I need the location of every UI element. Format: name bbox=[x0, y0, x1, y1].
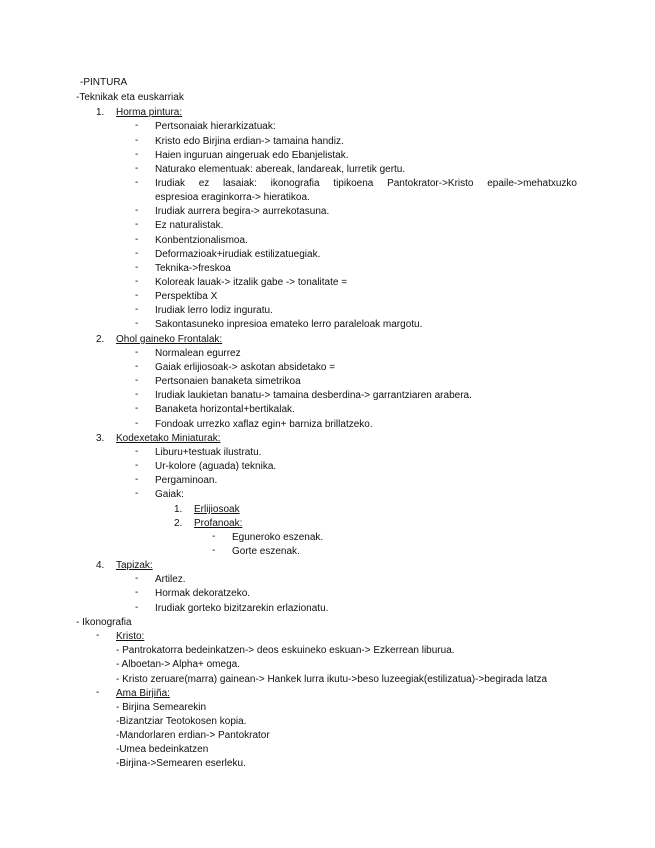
list-marker: - bbox=[135, 135, 139, 146]
s2-title: Ohol gaineko Frontalak: bbox=[116, 334, 223, 345]
ama-line: -Birjina->Semearen eserleku. bbox=[116, 758, 246, 769]
list-item: Ez naturalistak. bbox=[155, 220, 224, 231]
list-marker: - bbox=[135, 290, 139, 301]
list-item: Artilez. bbox=[155, 574, 186, 585]
list-marker: - bbox=[96, 687, 100, 698]
list-item: Banaketa horizontal+bertikalak. bbox=[155, 404, 295, 415]
list-marker: - bbox=[135, 361, 139, 372]
list-item: Kristo edo Birjina erdian-> tamaina handiz. bbox=[155, 136, 344, 147]
kristo-line: - Alboetan-> Alpha+ omega. bbox=[116, 659, 240, 670]
list-marker: - bbox=[135, 205, 139, 216]
list-marker: - bbox=[135, 304, 139, 315]
s1-title: Horma pintura: bbox=[116, 107, 183, 118]
list-item: Irudiak laukietan banatu-> tamaina desberdina-> garrantziaren arabera. bbox=[155, 390, 472, 401]
list-item-continuation: espresioa eraginkorra-> hieratikoa. bbox=[155, 192, 310, 203]
kristo-title: Kristo: bbox=[116, 631, 145, 642]
sublist-item-erlijiosoak: Erlijiosoak bbox=[194, 504, 240, 515]
list-marker: - bbox=[96, 630, 100, 641]
list-marker: - bbox=[135, 460, 139, 471]
list-item: Irudiak aurrera begira-> aurrekotasuna. bbox=[155, 206, 330, 217]
page-title: -PINTURA bbox=[80, 77, 128, 88]
kristo-line: - Kristo zeruare(marra) gainean-> Hankek lurra ikutu->beso luzeegiak(estilizatua)->begirada latza bbox=[116, 674, 548, 685]
list-marker: - bbox=[135, 474, 139, 485]
list-marker: - bbox=[135, 120, 139, 131]
list-marker: - bbox=[135, 262, 139, 273]
list-marker: - bbox=[135, 149, 139, 160]
list-marker: - bbox=[135, 234, 139, 245]
list-item: Gaiak: bbox=[155, 489, 184, 500]
list-marker: - bbox=[212, 531, 216, 542]
list-marker: - bbox=[135, 219, 139, 230]
list-item: Irudiak gorteko bizitzarekin erlazionatu. bbox=[155, 603, 329, 614]
section-heading-teknikak: -Teknikak eta euskarriak bbox=[76, 92, 184, 103]
list-marker: - bbox=[135, 418, 139, 429]
list-marker: - bbox=[135, 177, 139, 188]
list-item: Pergaminoan. bbox=[155, 475, 218, 486]
list-item: Pertsonaiak hierarkizatuak: bbox=[155, 121, 276, 132]
list-marker: - bbox=[135, 389, 139, 400]
ama-line: -Umea bedeinkatzen bbox=[116, 744, 209, 755]
list-marker: - bbox=[135, 602, 139, 613]
list-marker: - bbox=[135, 573, 139, 584]
s4-number: 4. bbox=[96, 560, 105, 571]
ama-line: -Bizantziar Teotokosen kopia. bbox=[116, 716, 247, 727]
list-marker: - bbox=[135, 318, 139, 329]
sublist-number: 2. bbox=[174, 518, 183, 529]
list-item: Konbentzionalismoa. bbox=[155, 235, 248, 246]
sublist-number: 1. bbox=[174, 504, 183, 515]
list-item: Sakontasuneko inpresioa emateko lerro paraleloak margotu. bbox=[155, 319, 423, 330]
list-item: Gorte eszenak. bbox=[232, 546, 300, 557]
list-marker: - bbox=[135, 488, 139, 499]
list-item: Normalean egurrez bbox=[155, 348, 241, 359]
list-marker: - bbox=[135, 403, 139, 414]
list-marker: - bbox=[135, 276, 139, 287]
list-item: Hormak dekoratzeko. bbox=[155, 588, 251, 599]
s4-title: Tapizak: bbox=[116, 560, 153, 571]
list-item: Deformazioak+irudiak estilizatuegiak. bbox=[155, 249, 321, 260]
list-marker: - bbox=[135, 587, 139, 598]
list-marker: - bbox=[135, 446, 139, 457]
list-marker: - bbox=[135, 375, 139, 386]
list-item: Ur-kolore (aguada) teknika. bbox=[155, 461, 277, 472]
ama-birjina-title: Ama Birjiña: bbox=[116, 688, 170, 699]
ama-line: -Mandorlaren erdian-> Pantokrator bbox=[116, 730, 270, 741]
list-item: Eguneroko eszenak. bbox=[232, 532, 324, 543]
list-item: Perspektiba X bbox=[155, 291, 218, 302]
list-item: Haien inguruan aingeruak edo Ebanjelistak. bbox=[155, 150, 349, 161]
s2-number: 2. bbox=[96, 334, 105, 345]
list-marker: - bbox=[135, 347, 139, 358]
list-item: Koloreak lauak-> itzalik gabe -> tonalitate = bbox=[155, 277, 348, 288]
list-marker: - bbox=[135, 248, 139, 259]
s3-number: 3. bbox=[96, 433, 105, 444]
s3-title: Kodexetako Miniaturak: bbox=[116, 433, 221, 444]
list-item: Naturako elementuak: abereak, landareak, lurretik gertu. bbox=[155, 164, 406, 175]
s1-number: 1. bbox=[96, 107, 105, 118]
list-item: Teknika->freskoa bbox=[155, 263, 231, 274]
list-item: Irudiak ez lasaiak: ikonografia tipikoena Pantokrator->Kristo epaile->mehatxuzko bbox=[155, 178, 577, 189]
list-item: Pertsonaien banaketa simetrikoa bbox=[155, 376, 301, 387]
section-heading-ikonografia: - Ikonografia bbox=[76, 617, 132, 628]
kristo-line: - Pantrokatorra bedeinkatzen-> deos eskuineko eskuan-> Ezkerrean liburua. bbox=[116, 645, 455, 656]
list-item: Liburu+testuak ilustratu. bbox=[155, 447, 262, 458]
sublist-item-profanoak: Profanoak: bbox=[194, 518, 243, 529]
list-item: Irudiak lerro lodiz inguratu. bbox=[155, 305, 273, 316]
list-item: Fondoak urrezko xaflaz egin+ barniza brillatzeko. bbox=[155, 419, 373, 430]
list-item: Gaiak erlijiosoak-> askotan absidetako = bbox=[155, 362, 336, 373]
list-marker: - bbox=[135, 163, 139, 174]
ama-line: - Birjina Semearekin bbox=[116, 702, 207, 713]
list-marker: - bbox=[212, 545, 216, 556]
